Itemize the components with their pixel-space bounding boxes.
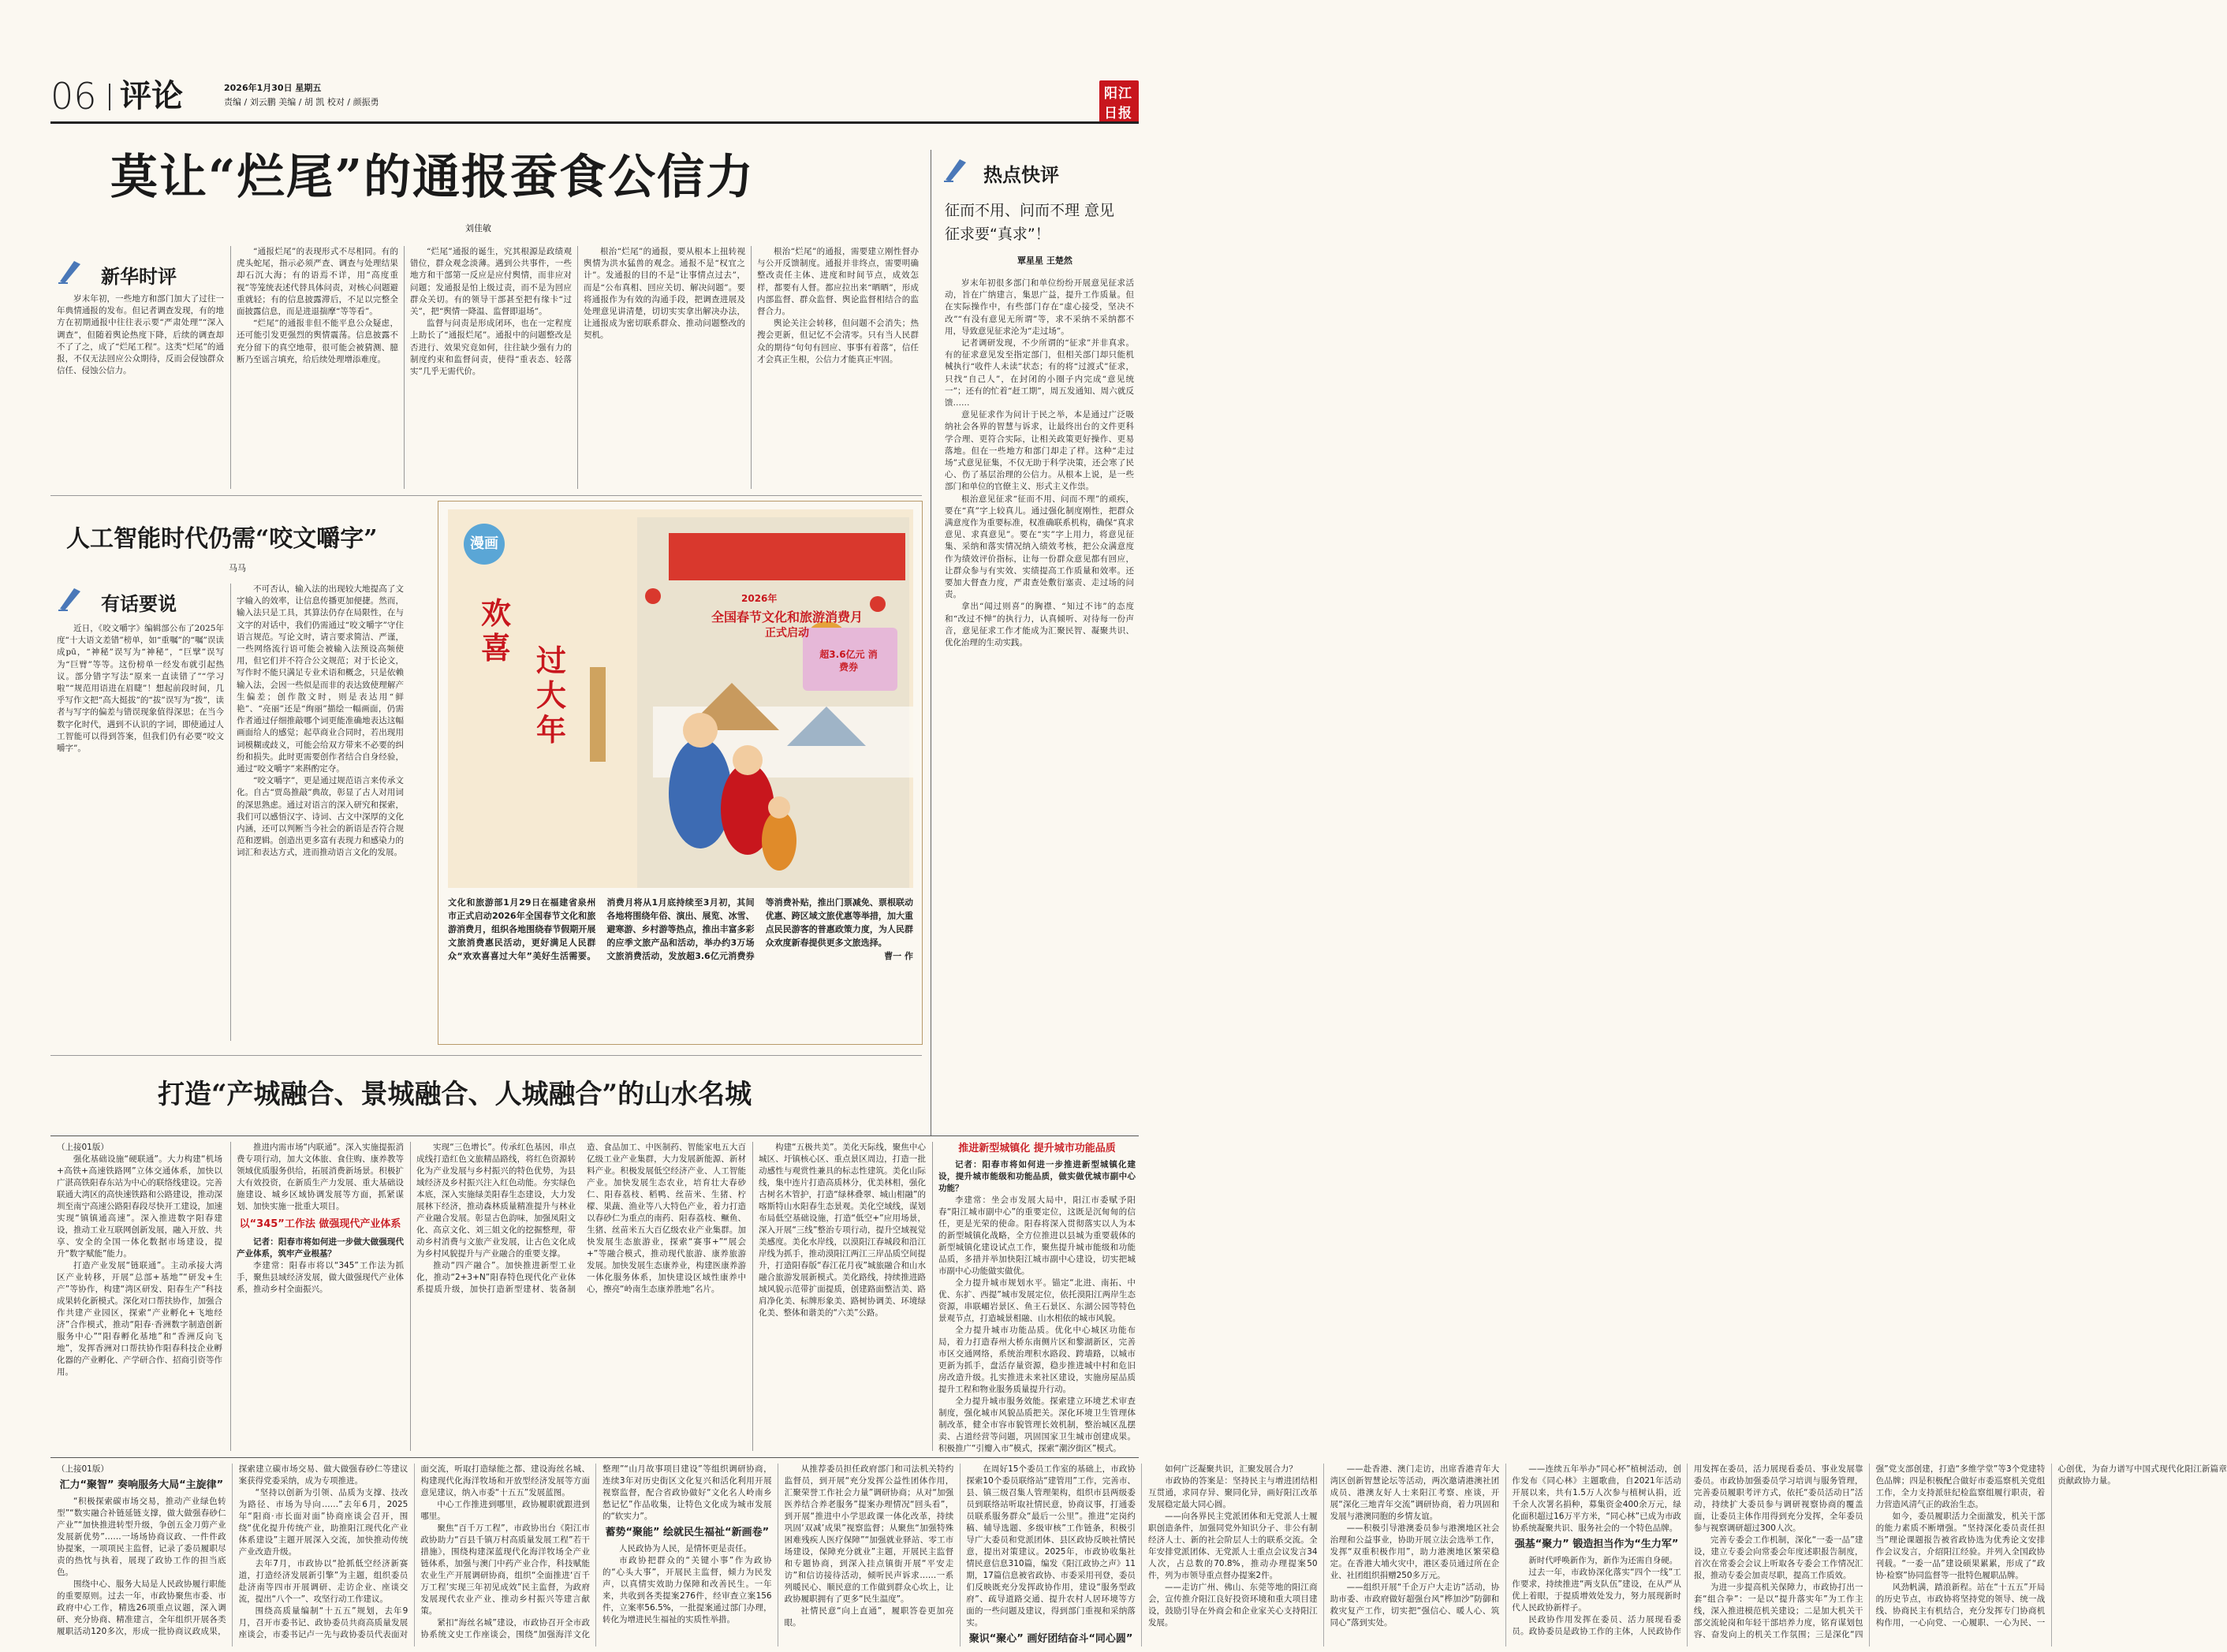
mid-question: 记者：阳春市将如何进一步做大做强现代产业体系，筑牢产业根基？ bbox=[237, 1237, 404, 1259]
bottom-paragraph: 新时代呼唤新作为，新作为还需自身硬。 bbox=[1528, 1556, 1678, 1565]
cartoon-caption bbox=[448, 896, 913, 1038]
pen-icon bbox=[57, 584, 88, 612]
bottom-paragraph: 市政协把群众的“关键小事”作为政协的“心头大事”，开展民主监督，倾力为民发声，以真情实效助力保障和改善民生。一年来，共收到各类提案276件，经审查立案156件，立案率56.5%，一批提案通过部门办理，转化为增进民生福祉的实质性举措。 bbox=[602, 1556, 772, 1624]
column-divider bbox=[404, 246, 405, 489]
hotspot-column-tag bbox=[942, 155, 1132, 186]
section-divider bbox=[109, 84, 110, 110]
bottom-paragraph: 如今，委员履职活力全面激发，机关干部的能力素质不断增强。“坚持深化委员责任担当”理论课题报告被省政协选为优秀论文安排作会议发言，介绍阳江经验。并列入全国政协刊载。“一委一品”建设硕果累累，形成了“政协·检察”协同监督等一批特色履职品牌。 bbox=[1875, 1512, 2046, 1580]
mid-col1 bbox=[57, 1142, 222, 1451]
ai-paragraph: 不可否认，输入法的出现较大地提高了文字输入的效率，让信息传播更加便捷。然而，输入法只是工具，其算法仍存在局限性，在与文字的对话中，我们仍需通过“咬文嚼字”守住语言规范。写论文时，请言要求简洁、严谨，一些网络流行语可能会被输入法预设高频使用，但它们并不符合公文规范；对于长论文，写作时不能只满足专业术语和概念，只是依赖输入法，会因一些似是而非的表达致使理解产生偏差；创作散文时，则是表达用“鲜艳”、“亮丽”还是“绚丽”描绘一幅画面，仍需作者通过仔细推敲哪个词更能准确地表达这幅画面给人的感觉；起草商业合同时，若出现用词模糊或歧义，可能会给双方带来不必要的纠纷和损失。此时更需要创作者结合自身经验，通过“咬文嚼字”来斟酌定夺。 bbox=[237, 584, 404, 774]
issue-date: 2026年1月30日 星期五 bbox=[224, 83, 322, 93]
bottom-paragraph: ——组织开展“千企万户大走访”活动，协助市委、市政府做好超强台风“桦加沙”防御和救灾复产工作，切实把“强信心、暖人心、筑同心”落到实处。 bbox=[1330, 1583, 1500, 1628]
side-author: 覃星星 王楚然 bbox=[1017, 255, 1072, 266]
mid-answer: 李建常：阳春市将以“345”工作法为抓手，聚焦县域经济发展，做大做强现代产业体系，推动乡村全面振兴。 bbox=[237, 1261, 404, 1294]
youhua-column-label: 有话要说 bbox=[101, 593, 177, 615]
section-rule bbox=[50, 495, 922, 496]
side-body bbox=[945, 278, 1134, 1131]
lead-paragraph: 根治“烂尾”的通报，需要建立刚性督办与公开反馈制度。通报并非终点，需要明确整改责任主体、进度和时间节点，成效怎样，都要有人督。都应拉出来“晒晒”，形成内部监督、群众监督、舆论监督相结合的监督合力。 bbox=[757, 247, 919, 317]
bottom-columns bbox=[57, 1464, 2227, 1646]
editor-credits: 责编 / 刘云鹏 美编 / 胡 凯 校对 / 颜振勇 bbox=[224, 97, 379, 107]
column-divider bbox=[932, 1142, 933, 1451]
ai-body-col1 bbox=[57, 623, 224, 1041]
side-paragraph: 根治意见征求“征而不用、问而不理”的顽疾，要在“真”字上较真儿。通过强化制度刚性，把群众满意度作为重要标准，权准确联系机构，确保“真求意见、求真意见”。要在“实”字上用力，将意见征集、采纳和落实情况纳入绩效考核，把公众满意度作为绩效评价指标，让每一份群众意见都有回应，让群众参与有实效、实绩提高工作质量和效率。还要加大督查力度，严肃查处敷衍塞责、走过场的问责。 bbox=[945, 494, 1134, 600]
side-paragraph: 意见征求作为问计于民之举，本是通过广泛吸纳社会各界的智慧与诉求，让最终出台的文件更科学合理、更符合实际，让相关政策更好操作、更易落地。但在一些地方和部门却走了样。这种“走过场”式意见征集，不仅无助于科学决策，还会寒了民心、伤了基层治理的公信力。从根本上说，是一些部门和单位的官僚主义、形式主义作祟。 bbox=[945, 410, 1134, 492]
bottom-paragraph: 中心工作推进到哪里，政协履职就跟进到哪里。 bbox=[420, 1500, 590, 1521]
youhua-column-tag bbox=[57, 584, 230, 615]
page-number: 06 bbox=[50, 75, 97, 117]
paper-logo: 阳江日报 bbox=[1099, 80, 1139, 123]
ai-paragraph: “咬文嚼字”，更是通过规范语言来传承文化。自古“贾岛推敲”典故，彰显了古人对用词的深思熟虑。通过对语言的深入研究和探索，我们可以感悟汉字、诗词、古文中深厚的文化内涵，还可以判断当今社会的新语是否符合规范和逻辑。创造出更多富有表现力和感染力的词汇和表达方式，进而推动语言文化的发展。 bbox=[237, 776, 404, 858]
bottom-paragraph: 过去一年，市政协深化落实“四个一线”工作要求，持续推进“两支队伍”建设，在从严从优上着眼，于提质增效处发力，努力展现新时代人民政协新样子。 bbox=[1512, 1568, 1681, 1613]
column-divider bbox=[751, 246, 752, 489]
mid-paragraph: 推动“四产融合”。加快推进新型工业化，推动“2+3+N”阳春特色现代化产业体系提质升级，加快打造新型建材、装备制造、食品加工、中医制药、智能家电五大百亿级工业产业集群，大力发展新能源、新材料产业。积极发展低空经济产业、人工智能产业。加快发展生态农业，培育壮大春砂仁、阳春荔枝、稻鸭、丝苗米、生猪、柠檬、果蔬、渔业等八大特色产业，着力打造以春砂仁为重点的南药、阳春荔枝、鳜鱼、生猪、丝苗米五大百亿级农业产业集群。加快发展生态旅游业，探索“赛事+”“展会+”等融合模式，推动现代旅游、康养旅游发展。加快发展生态康养业，构建医康养游一体化服务体系，加快建设区域性康养中心，擦亮“岭南生态康养胜地”名片。 bbox=[416, 1143, 746, 1294]
banner-year: 2026年 bbox=[741, 593, 778, 604]
mid-paragraph: 构建“五极共美”。美化天际线，聚焦中心城区、圩镇核心区、重点景区周边，打造一批动感性与观赏性兼具的标志性建筑。美化山际线，集中连片打造高质林分，优美林相，强化古树名木管护，打造“绿林叠翠、城山相融”的喀斯特山水阳春生态景观。美化空域线，谋划布局低空基础设施，打造“低空+”应用场景，深入开展“三线”整治专项行动，提升空域视觉美感度。美化水岸线，以漠阳江春城段和沿江岸线为抓手，推动漠阳江两江三岸品质空间提升，打造阳春版“春江花月夜”城旅融合和山水融合旅游发展新模式。美化路线，持续推进路域风貌示范带扩面提质，创建路面整洁美、路肩净化美、标牌形象美、路树协调美、环境绿化美、整体和谐美的“六美”公路。 bbox=[759, 1143, 926, 1318]
lead-paragraph: 岁末年初，一些地方和部门加大了过往一年典情通报的发布。但记者调查发现，有的地方在初期通报中往往表示要“严肃处理”“深入调查”，但随着舆论热度下降，后续的调查却不了了之，成了“烂尾工程”。这类“烂尾”的通报，不仅无法回应公众期待，反而会侵蚀群众信任、侵蚀公信力。 bbox=[57, 294, 224, 376]
lead-author: 刘佳敏 bbox=[465, 223, 491, 233]
banner-line2: 正式启动 bbox=[765, 627, 809, 640]
side-paragraph: 记者调研发现，不少所谓的“征求”并非真求。有的征求意见发至指定部门，但相关部门却只能机械执行“收件人未读”状态；有的将“过渡式”征求，只找“自己人”，在封闭的小圈子内完成“意见统一”；还有的忙着“赶工期”，周五发通知、周六就反馈…… bbox=[945, 338, 1134, 408]
lead-body-col1 bbox=[57, 293, 224, 489]
masthead bbox=[50, 75, 1139, 121]
column-divider bbox=[230, 1142, 231, 1451]
bottom-paragraph: 围绕中心、服务大局是人民政协履行职能的重要原则。过去一年，市政协聚焦市委、市政府中心工作，精选26项重点议题，深入调研、充分协商、精准建言，全年组织开展各类履职活动120多次，形成一批协商议政成果，探索建立碳市场交易、做大做强春砂仁等建议案获得党委采纳，成为专项推进。 bbox=[57, 1464, 408, 1636]
ai-body-col2 bbox=[237, 584, 404, 1041]
bottom-paragraph: 聚焦“百千万工程”，市政协出台《阳江市政协助力“百县千镇万村高质量发展工程”若干措施》，围绕构建深蓝现代化海洋牧场全产业链体系，加强与澳门中药产业合作，科技赋能农业生产开展调研协商，组织“全面推进‘百千万工程’实现三年初见成效”民主监督，为政府发展现代农业产业、推动乡村振兴等建言献策。 bbox=[420, 1523, 590, 1616]
cont-note: （上接01版） bbox=[57, 1464, 109, 1474]
cartoon-badge bbox=[464, 524, 505, 565]
bottom-paragraph: 社情民意“向上直通”，履职答卷更加亮眼。 bbox=[784, 1606, 954, 1628]
section-rule bbox=[50, 1457, 1139, 1458]
pen-icon bbox=[942, 155, 974, 183]
hotspot-column-label: 热点快评 bbox=[983, 164, 1059, 186]
side-paragraph: 拿出“闻过则喜”的胸襟、“知过不讳”的态度和“改过不惮”的执行力，认真倾听、对待每一份声音，意见征求工作才能成为汇聚民智、凝聚共识、优化治理的生动实践。 bbox=[945, 602, 1134, 648]
mid-paragraph: 全力提升城市规划水平。锚定“北进、南拓、中优、东扩、西提”城市发展定位，依托漠阳江两岸生态资源，串联嵋岩景区、鱼王石景区、东湖公园等特色景观节点，打造城景相融、山水相依的城市风貌。 bbox=[938, 1278, 1136, 1323]
masthead-rule bbox=[50, 121, 1139, 124]
lead-body-col4 bbox=[584, 246, 745, 489]
bottom-paragraph: 如何广泛凝聚共识，汇聚发展合力？ bbox=[1164, 1464, 1297, 1474]
mid-subhead-1: 以“345”工作法 做强现代产业体系 bbox=[239, 1218, 401, 1230]
lead-body-col2 bbox=[237, 246, 398, 489]
lead-body-col3 bbox=[410, 246, 572, 489]
mid-col5 bbox=[938, 1142, 1136, 1451]
xinhua-column-label: 新华时评 bbox=[101, 266, 177, 288]
lead-paragraph: 根治“烂尾”的通报，要从根本上扭转视舆情为洪水猛兽的观念。通报不是“权宜之计”。发通报的目的不是“让事情点过去”，而是“公布真相、回应关切、解决问题”。要将通报作为有效的沟通手段，把调查进展及处理意见讲清楚，切切实实拿出解决办法，让通报成为密切联系群众、推动问题整改的契机。 bbox=[584, 247, 745, 341]
bottom-paragraph: 人民政协为人民，是情怀更是责任。 bbox=[618, 1544, 752, 1553]
voucher-label: 超3.6亿元 消费券 bbox=[819, 649, 878, 673]
bottom-paragraph: “积极探索碳市场交易，推动产业绿色转型”“数实融合补链延链支撑，做大做强春砂仁产业”“加快推进转型升级，争创五金刀剪产业发展新优势”……一场场协商议政、一件件政协提案，一项项民主监督，记录了委员履职尽责的热忱与执着，展现了政协工作的担当底色。 bbox=[57, 1497, 226, 1577]
mid-col2 bbox=[237, 1142, 404, 1451]
xinhua-column-tag bbox=[57, 256, 230, 288]
lead-body-col5 bbox=[757, 246, 919, 489]
bottom-paragraph: 风劲帆满，踏浪新程。站在“十五五”开局的历史节点，市政协将坚持党的领导、统一战线、协商民主有机结合，充分发挥专门协商机构作用，一心向党、一心履职、一心为民、一心创优，为奋力谱写中国式现代化阳江新篇章贡献政协力量。 bbox=[1875, 1464, 2227, 1628]
lead-title: 莫让“烂尾”的通报蚕食公信力 bbox=[110, 150, 755, 205]
bottom-paragraph: 去年7月，市政协以“抢抓低空经济新赛道，打造经济发展新引擎”为主题，组织委员赴济南等四市开展调研、走访企业、座谈交流，提出“八个一”、攻坚行动工作建议。 bbox=[238, 1559, 408, 1604]
column-divider bbox=[410, 1142, 411, 1451]
mid-col4 bbox=[759, 1142, 926, 1451]
lead-paragraph: “烂尾”的通报非但不能平息公众疑虑，还可能引发更强烈的舆情震荡。信息披露不充分留下的真空地带，很可能会被猜测、臆断乃至谣言填充，给后续处理增添难度。 bbox=[237, 319, 398, 364]
mid-answer: 李建常：坐会市发展大局中，阳江市委赋予阳春“阳江城市副中心”的重要定位，这既是沉甸甸的信任，更是光荣的使命。阳春将深入贯彻落实以人为本的新型城镇化战略，全方位推进以县城为重要载体的新型城镇化建设试点工作，聚焦提升城市能级和功能品质，多措并举加快阳江城市副中心建设，切实把城市副中心功能做实做优。 bbox=[938, 1195, 1136, 1276]
mid-title: 打造“产城融合、景城融合、人城融合”的山水名城 bbox=[158, 1079, 752, 1110]
bottom-paragraph: ——积极引导港澳委员参与港澳地区社会治理和公益事业，协助开展立法会选举工作，发挥“双重积极作用”，助力港澳地区繁荣稳定。在香港大埔火灾中，港区委员通过所在企业、社团组织捐赠250多万元。 bbox=[1330, 1523, 1500, 1580]
cartoon-illustration bbox=[448, 509, 913, 888]
cartoon-vertical-title-1: 欢喜 bbox=[481, 595, 512, 666]
column-divider bbox=[230, 584, 231, 1041]
section-name: 评论 bbox=[120, 77, 183, 114]
column-divider bbox=[230, 246, 231, 489]
bottom-subhead-1: 汇力“聚智” 奏响服务大局“主旋律” bbox=[59, 1479, 224, 1491]
bottom-paragraph: 在周好15个委员工作室的基础上，市政协探索10个委员联络站“建管用”工作，完善市、县、镇三级召集人管理架构，组织市县两级委员到联络站听取社情民意，协商议事，打通委员联系服务群众“最后一公里”。推进“定岗约稿、辅导选题、多级审核”工作链条，积极引导广大委员和党派团体、县区政协反映社情民意，提出对策建议。2025年，市政协收集社情民意信息310篇，编发《阳江政协之声》11期，17篇信息被省政协、市委采用刊登，委员们反映既充分发挥政协作用，建设“服务型政府”、疏导道路交通、提升农村人居环境等方面的一些问题及建议，得到部门重视和采纳落实。 bbox=[966, 1464, 1136, 1628]
lead-paragraph: 监督与问责是形成闭环，也在一定程度上助长了“通报烂尾”。通报中的问题整改是否进行、效果究竟如何，往往缺少强有力的制度约束和监督问责，使得“重表态、轻落实”几乎无需代价。 bbox=[410, 319, 572, 377]
ai-paragraph: 近日，《咬文嚼字》编辑部公布了2025年度“十大语文差错”榜单，如“重嘱”的“嘱”误读成pū，“神秘”误写为“神秘”，“巨擘”误写为“巨臂”等等。这份榜单一经发布就引起热议。部分错字写法“原来一直读错了”“学习啦”“规范用语进在眉睫”！想起前段时间，几乎写作文把“高大挺拔”的“拔”误写为“拨”，读者与写字的偏差与错误现象值得深思；在当今数字化时代，遇到不认识的字词，即使通过人工智能可以得到答案，但我们仍有必要“咬文嚼字”。 bbox=[57, 624, 224, 754]
mid-question: 记者：阳春市将如何进一步推进新型城镇化建设，提升城市能级和功能品质，做实做优城市副中心功能？ bbox=[938, 1160, 1136, 1193]
bottom-subhead-3: 聚识“聚心” 画好团结奋斗“同心圆” bbox=[968, 1633, 1133, 1645]
mid-paragraph: 打造产业发展“链联通”。主动承接大湾区产业转移，开展“总部+基地”“研发+生产”等协作，构建“湾区研发、阳春生产”科技成果转化新模式。深化对口帮扶协作，加强合作共建产业园区，探索“产业孵化+飞地经济”合作模式，推动“阳春·香洲数字制造创新服务中心”“阳春孵化基地”和“香洲反向飞地”，发挥香洲对口帮扶协作阳春科技企业孵化器的产业孵化、产学研合作、招商引资等作用。 bbox=[57, 1261, 222, 1377]
bottom-paragraph: “坚持以创新为引领、品质为支撑、技改为路径、市场为导向……”去年6月，2025年“阳商·市长面对面”协商座谈会召开，围绕“优化提升传统产业，助推阳江现代化产业体系建设”主题开展深入交流，加快推动传统产业改造升级。 bbox=[238, 1488, 408, 1557]
column-divider bbox=[577, 246, 578, 489]
bottom-paragraph: 市政协的答案是：坚持民主与增进团结相互贯通，求同存异、聚同化异，画好阳江改革发展稳定最大同心圆。 bbox=[1147, 1476, 1318, 1509]
cartoon-vertical-title-2: 过大年 bbox=[536, 643, 567, 748]
bottom-subhead-2: 蓄势“聚能” 绘就民生福祉“新画卷” bbox=[605, 1527, 770, 1538]
bottom-paragraph: 从推荐委员担任政府部门和司法机关特约监督员，到开展“充分发挥公益性团体作用，汇聚荣誉工作社会力量”调研协商；从对“加强医养结合养老服务”提案办理情况“回头看”，到开展“推进中小学思政课一体化改革，持续巩固‘双减’成果”视察监督；从聚焦“加强特殊困难残疾人医疗保障”“加强就业驿站、零工市场建设，保障充分就业”主题，开展民主监督和专题协商，到深入挂点镇街开展“平安走访”和信访接待活动，倾听民声诉求……一系列暖民心、顺民意的工作做到群众心坎上，让政协履职拥有了更多“民生温度”。 bbox=[784, 1464, 954, 1604]
bottom-paragraph: 为进一步提高机关保障力，市政协打出一套“组合拳”：一是以“提升落实年”为工作主线，深入推进模范机关建设；二是加大机关干部交流轮岗和年轻干部培养力度，铭育谋划包容、奋发向上的机关工作氛围；三是深化“四强”党支部创建，打造“多维学堂”等3个党建特色品牌；四是积极配合做好市委巡察机关党组工作，全力支持派驻纪检监察组履行职责，着力营造风清气正的政治生态。 bbox=[1693, 1464, 2046, 1639]
cartoon-image bbox=[448, 509, 913, 888]
mid-col3 bbox=[416, 1142, 746, 1451]
column-divider bbox=[752, 1142, 753, 1451]
pen-icon bbox=[57, 256, 88, 285]
side-paragraph: 岁末年初很多部门和单位纷纷开展意见征求活动，旨在广纳建言，集思广益，提升工作质量。但在实际操作中，有些部门存在“虚心接受，坚决不改”“有没有意见无所谓”等，求不采纳不采纳都不用，导致意见征求沦为“走过场”。 bbox=[945, 278, 1134, 336]
bottom-paragraph: 紧扣“海丝名城”建设，市政协召开全市政协系统文史工作座谈会，围绕“加强海洋文化整理”“山月故事项目建设”等组织调研协商，连续3年对历史街区文化复兴和活化利用开展视察监督，配合省政协做好“文化名人岭南乡愁记忆”作品收集，让特色文化成为城市发展的“软实力”。 bbox=[420, 1464, 772, 1639]
bottom-paragraph: 完善专委会工作机制，深化“一委一品”建设，建立专委会向常委会年度述职报告制度，首次在常委会会议上听取各专委会工作情况汇报，推动专委会加责尽职，提高工作质效。 bbox=[1693, 1535, 1863, 1580]
cont-note: （上接01版） bbox=[57, 1143, 109, 1152]
bottom-paragraph: ——赴香港、澳门走访，出席香港青年大湾区创新智慧论坛等活动，两次邀请港澳社团成员、港澳友好人士来阳江考察、座谈，开展“深化三地青年交流”调研协商，着力巩固和发展与港澳同胞的乡情友谊。 bbox=[1330, 1464, 1500, 1521]
lead-paragraph: “通报烂尾”的表现形式不尽相同。有的虎头蛇尾，指示必须严查、调查与处理结果却石沉大海；有的语焉不详，用“高度重视”等笼统表述代替具体问责，对核心问题避重就轻；有的信息披露滞后，不足以完整全面披露信息，而是进退揣摩“等等看”。 bbox=[237, 247, 398, 317]
lead-paragraph: 舆论关注会转移，但问题不会消失；热搜会更新，但记忆不会清零。只有当人民群众的期待“句句有回应、事事有着落”，信任才会真正生根，公信力才能真正牢固。 bbox=[757, 319, 919, 364]
lead-paragraph: “烂尾”通报的诞生，究其根源是政绩观错位，群众观念淡薄。遇到公共事件，一些地方和干部第一反应是应付舆情，而非应对问题；发通报是怕上级过责，而不是为回应群众关切。有的领导干部甚至把有缘卡“过关”，把“舆情一降温、监督即退场”。 bbox=[410, 247, 572, 317]
bottom-subhead-4: 强基“聚力” 锻造担当作为“生力军” bbox=[1514, 1538, 1679, 1550]
cartoon-badge-text: 漫画 bbox=[470, 535, 498, 552]
bottom-paragraph: ——连续五年举办“同心杯”植树活动，创作发布《同心林》主题歌曲，自2021年活动开展以来，共有1.5万人次参与植树认捐，近千余人次署名捐种，募集资金400余万元，绿化面积超过16万平方米，“同心林”已成为市政协系统凝聚共识、服务社会的一个特色品牌。 bbox=[1512, 1464, 1681, 1533]
section-rule bbox=[50, 1055, 922, 1056]
ai-author: 马马 bbox=[229, 563, 246, 573]
banner-line1: 全国春节文化和旅游消费月 bbox=[711, 610, 863, 625]
mid-paragraph: 全力提升城市功能品质。优化中心城区功能布局，着力打造春州大桥东南侧片区和黎湖新区，完善市区交通网络，系统治理积水路段、跨墙路，以城市更新为抓手，盘活存量资源，稳步推进城中村和危旧房改造升级。扎实推进未来社区建设，实施房屋品质提升工程和物业服务质量提升行动。 bbox=[938, 1326, 1136, 1394]
mid-paragraph: 全力提升城市服务效能。探索建立环境艺术审查制度，强化城市风貌品质把关。深化环境卫生管理体制改革，健全市容市貌管理长效机制，整治城区乱摆卖、占道经营等问题，巩固国家卫生城市创建成果。积极推广“引瓣入市”模式，探索“潮汐街区”模式。 bbox=[938, 1397, 1136, 1453]
bottom-paragraph: 围绕高质量编制“十五五”规划，去年9月，召开市委书记、政协委员共商高质量发展座谈会，市委书记卢一先与政协委员代表面对面交流，听取打造绿能之都、建设海丝名城、构建现代化海洋牧场和开放型经济发展等方面意见建议，纳入市委“十五五”发展蓝图。 bbox=[238, 1464, 590, 1639]
bottom-paragraph: ——向各界民主党派团体和无党派人士履职创造条件，加强同党外知识分子、非公有制经济人士、新的社会阶层人士的联系交流。全年安排党派团体、无党派人士重点会议发言34人次，占总数的70.8%，推动办理提案50件，列为市领导重点督办提案2件。 bbox=[1147, 1512, 1318, 1580]
cartoon-box bbox=[438, 501, 923, 1045]
side-title: 征而不用、问而不理 意见征求要“真求”！ bbox=[945, 202, 1115, 243]
mid-paragraph: 实现“三色增长”。传承红色基因，串点成线打造红色文旅精品路线，将红色资源转化为产业发展与乡村振兴的特色优势，为县域经济及乡村振兴注入红色动能。夯实绿色本底，深入实施绿美阳春生态建设，大力发展林下经济，推动森林质量精准提升与林业产业融合发展。彰显古色韵味，加强凤阳文化、高京文化、刘三姐文化的挖掘整理，带动乡村消费与文旅产业发展，让古色文化成为乡村风貌提升与产业融合的重要支撑。 bbox=[416, 1143, 576, 1259]
cartoon-caption-text: 文化和旅游部1月29日在福建省泉州市正式启动2026年全国春节文化和旅游消费月，组织各地围绕春节假期开展文旅消费惠民活动，更好满足人民群众“欢欢喜喜过大年”美好生活需要。消费月将从1月底持续至3月初，其间各地将围绕年俗、演出、展览、冰雪、避寒游、乡村游等热点，推出丰富多彩的应季文旅产品和活动，举办约3万场文旅消费活动，发放超3.6亿元消费券等消费补贴，推出门票减免、票根联动优惠、跨区域文旅优惠等举措，加大重点民民游客的普惠政策力度，为人民群众欢度新春提供更多文旅选择。 bbox=[448, 897, 913, 961]
bottom-paragraph: 民政协作用发挥在委员、活力展现看委员。政协委员是政协工作的主体，人民政协作用发挥在委员，活力展现看委员、事业发展靠委员。市政协加强委员学习培训与服务管理，完善委员履职考评方式，依托“委员活动日”活动，持续扩大委员参与调研视察协商的覆盖面，让委员主体作用得到充分发挥，全年委员参与视察调研超过300人次。 bbox=[1512, 1464, 1863, 1636]
mid-subhead-2: 推进新型城镇化 提升城市功能品质 bbox=[958, 1143, 1116, 1154]
mid-paragraph: 推进内需市场“内联通”。深入实施提振消费专项行动，加大文体旅、食住购、康养教等领域优质服务供给，拓展消费新场景。积极扩大有效投资，在新质生产力发展、重大基础设施建设、城乡区域协调发展等方面，抓紧谋划、加快实施一批重大项目。 bbox=[237, 1143, 404, 1211]
cartoon-credit: 曹一 作 bbox=[884, 951, 913, 961]
mid-paragraph: 强化基础设施“硬联通”。大力构建“机场+高铁+高速铁路网”立体交通体系，加快以广湛高铁阳春东站为中心的联络线建设。完善联通大湾区的高快速铁路和公路建设，推动深圳至南宁高速公路阳春段尽快开工建设，加速实现“镇镇通高速”。深入推进数字阳春建设，推动工业互联网创新发展，融入开放、共享、安全的全国一体化数据市场建设，提升“数字赋能”能力。 bbox=[57, 1154, 222, 1259]
ai-title: 人工智能时代仍需“咬文嚼字” bbox=[66, 525, 378, 553]
bottom-paragraph: ——走访广州、佛山、东莞等地的阳江商会，宣传推介阳江良好投资环境和重大项目建设，鼓励引导在外商会和企业家关心支持阳江发展。 bbox=[1147, 1583, 1318, 1628]
